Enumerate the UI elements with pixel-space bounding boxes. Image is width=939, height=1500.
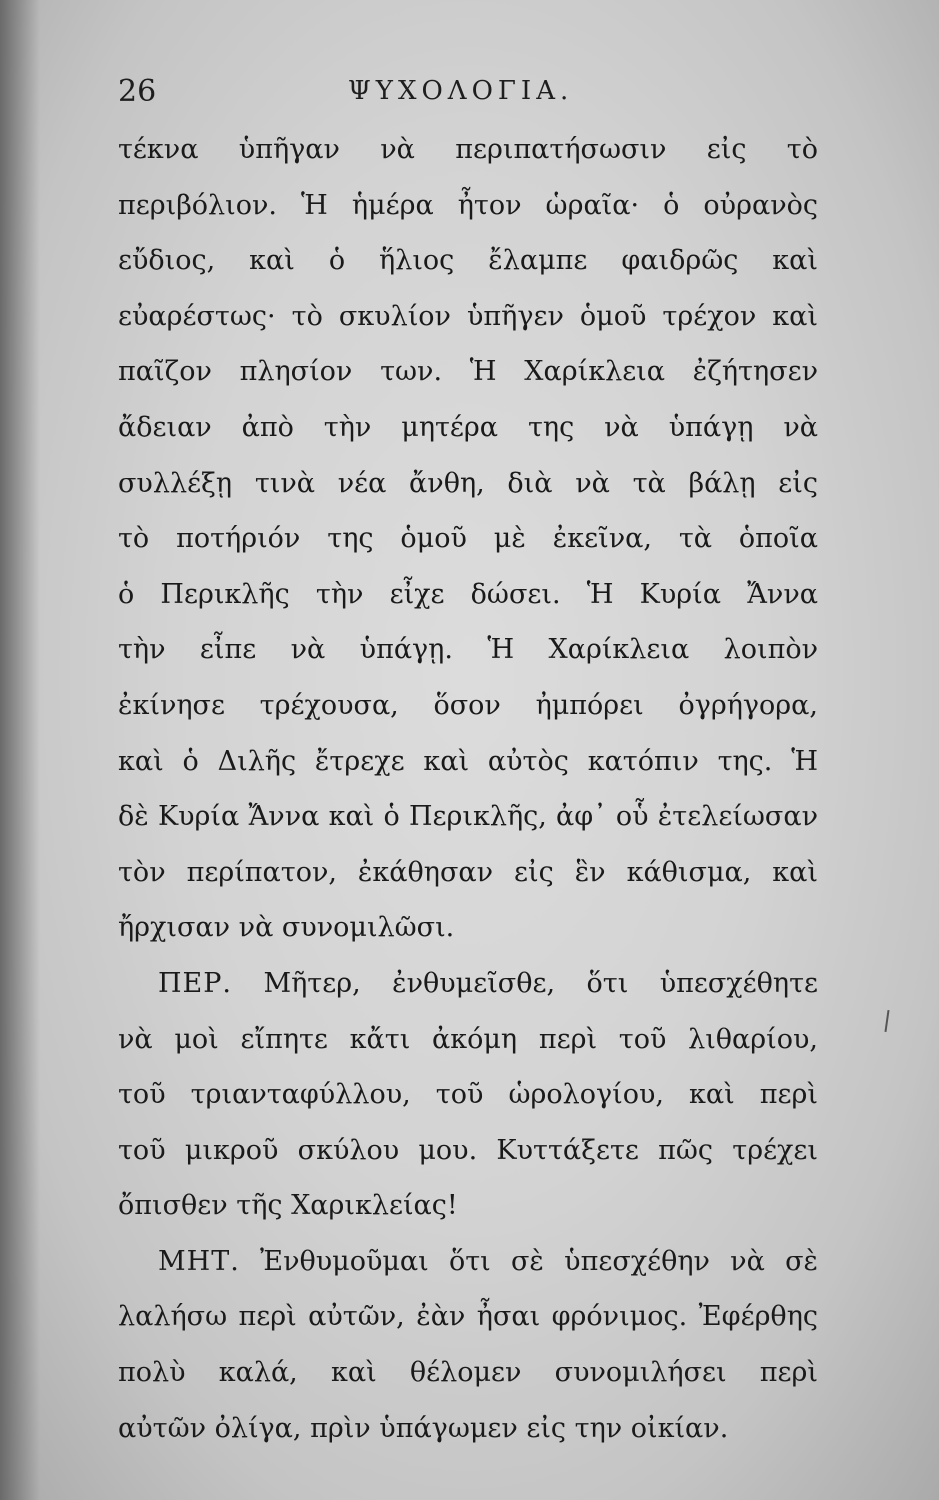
text-line: πολὺ καλά, καὶ θέλομεν συνομιλήσει περὶ: [118, 1357, 818, 1389]
page-header: [118, 74, 808, 114]
text-line: ἤρχισαν νὰ συνομιλῶσι.: [118, 912, 455, 944]
text-line: τοῦ μικροῦ σκύλου μου. Κυττάξετε πῶς τρέχει: [118, 1134, 818, 1166]
margin-mark: [884, 1010, 889, 1032]
dialogue-text: Μῆτερ, ἐνθυμεῖσθε, ὅτι ὑπεσχέθητε: [263, 967, 818, 999]
text-line: συλλέξῃ τινὰ νέα ἄνθη, διὰ νὰ τὰ βάλῃ εἰς: [118, 467, 818, 499]
text-line: εὔδιος, καὶ ὁ ἥλιος ἔλαμπε φαιδρῶς καὶ: [118, 245, 818, 277]
text-line: παῖζον πλησίον των. Ἡ Χαρίκλεια ἐζήτησεν: [118, 356, 818, 388]
text-line: νὰ μοὶ εἴπητε κἄτι ἀκόμη περὶ τοῦ λιθαρίου,: [118, 1023, 818, 1055]
running-title: ΨΥΧΟΛΟΓΙΑ.: [348, 76, 574, 106]
text-line: τοῦ τριανταφύλλου, τοῦ ὡρολογίου, καὶ περὶ: [118, 1079, 818, 1111]
speaker-label: ΠΕΡ.: [158, 967, 233, 999]
text-line: δὲ Κυρία Ἄννα καὶ ὁ Περικλῆς, ἀφ᾽ οὗ ἐτελείωσαν: [118, 801, 818, 833]
text-line: τέκνα ὑπῆγαν νὰ περιπατήσωσιν εἰς τὸ: [118, 134, 818, 165]
text-line: ὁ Περικλῆς τὴν εἶχε δώσει. Ἡ Κυρία Ἄννα: [118, 578, 818, 610]
text-line: περιβόλιον. Ἡ ἡμέρα ἦτον ὡραῖα· ὁ οὐρανὸς: [118, 189, 818, 221]
dialogue-text: Ἐνθυμοῦμαι ὅτι σὲ ὑπεσχέθην νὰ σὲ: [260, 1245, 818, 1277]
text-line: ἄδειαν ἀπὸ τὴν μητέρα της νὰ ὑπάγῃ νὰ: [118, 411, 818, 443]
text-line: λαλήσω περὶ αὐτῶν, ἐὰν ἦσαι φρόνιμος. Ἐφέρθης: [118, 1301, 818, 1333]
text-line: τὴν εἶπε νὰ ὑπάγῃ. Ἡ Χαρίκλεια λοιπὸν: [118, 634, 818, 666]
body-text: [118, 122, 818, 1456]
page-gutter-shadow: [0, 0, 40, 1500]
dialogue-line: [118, 1234, 818, 1290]
dialogue-line: [118, 956, 818, 1012]
speaker-label: ΜΗΤ.: [158, 1245, 240, 1277]
text-line: τὸ ποτήριόν της ὁμοῦ μὲ ἐκεῖνα, τὰ ὁποῖα: [118, 523, 818, 555]
text-line: εὐαρέστως· τὸ σκυλίον ὑπῆγεν ὁμοῦ τρέχον καὶ: [118, 300, 818, 332]
text-line: αὐτῶν ὀλίγα, πρὶν ὑπάγωμεν εἰς την οἰκίαν.: [118, 1412, 729, 1444]
text-line: ὄπισθεν τῆς Χαρικλείας!: [118, 1190, 458, 1222]
page-number: 26: [118, 74, 157, 109]
text-line: τὸν περίπατον, ἐκάθησαν εἰς ἓν κάθισμα, καὶ: [118, 856, 818, 888]
text-line: καὶ ὁ Διλῆς ἔτρεχε καὶ αὐτὸς κατόπιν της. Ἡ: [118, 745, 818, 777]
text-line: ἐκίνησε τρέχουσα, ὅσον ἠμπόρει ὀγρήγορα,: [118, 689, 818, 721]
